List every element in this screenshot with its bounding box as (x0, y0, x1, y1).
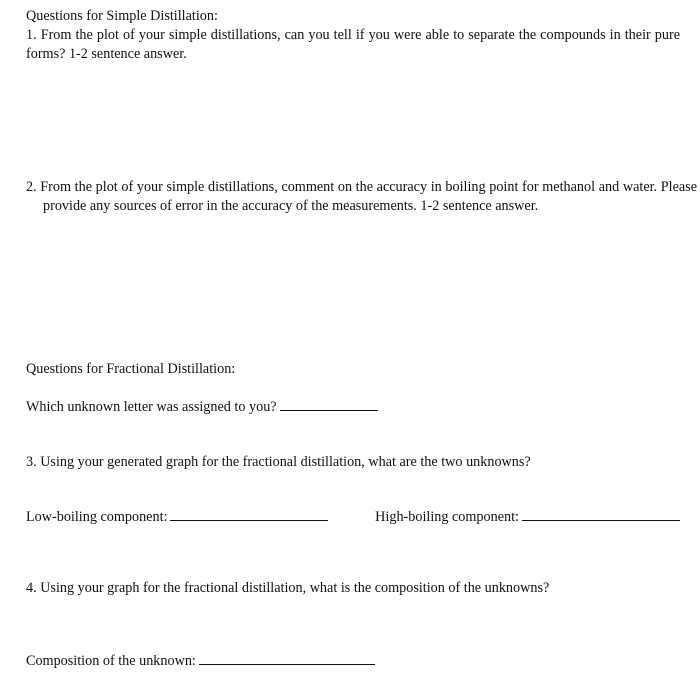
high-boiling-field (375, 507, 680, 527)
simple-distillation-section (26, 7, 680, 64)
composition-label: Composition of the unknown: (26, 653, 196, 669)
high-boiling-label: High-boiling component: (375, 509, 519, 525)
unknown-letter-prompt: Which unknown letter was assigned to you? (26, 399, 277, 415)
question-2: 2. From the plot of your simple distillations, comment on the accuracy in boiling point for methanol and water. Please provide any sources of error in the accuracy of the measurements. 1-2 sentence answer. (26, 179, 697, 214)
unknown-letter-answer-blank[interactable] (280, 397, 378, 411)
question-1: 1. From the plot of your simple distillations, can you tell if you were able to separate the compounds in their pure forms? 1-2 sentence answer. (26, 27, 680, 62)
low-boiling-answer-blank[interactable] (170, 507, 328, 521)
question-4: 4. Using your graph for the fractional distillation, what is the composition of the unknowns? (26, 580, 550, 596)
question-3: 3. Using your generated graph for the fractional distillation, what are the two unknowns? (26, 454, 531, 470)
composition-row (26, 651, 680, 671)
composition-answer-blank[interactable] (199, 651, 375, 665)
unknown-letter-row (26, 397, 680, 417)
low-boiling-field (26, 507, 328, 527)
simple-distillation-heading: Questions for Simple Distillation: (26, 8, 218, 24)
components-row (26, 507, 680, 527)
fractional-distillation-heading: Questions for Fractional Distillation: (26, 361, 236, 377)
low-boiling-label: Low-boiling component: (26, 509, 168, 525)
high-boiling-answer-blank[interactable] (522, 507, 680, 521)
